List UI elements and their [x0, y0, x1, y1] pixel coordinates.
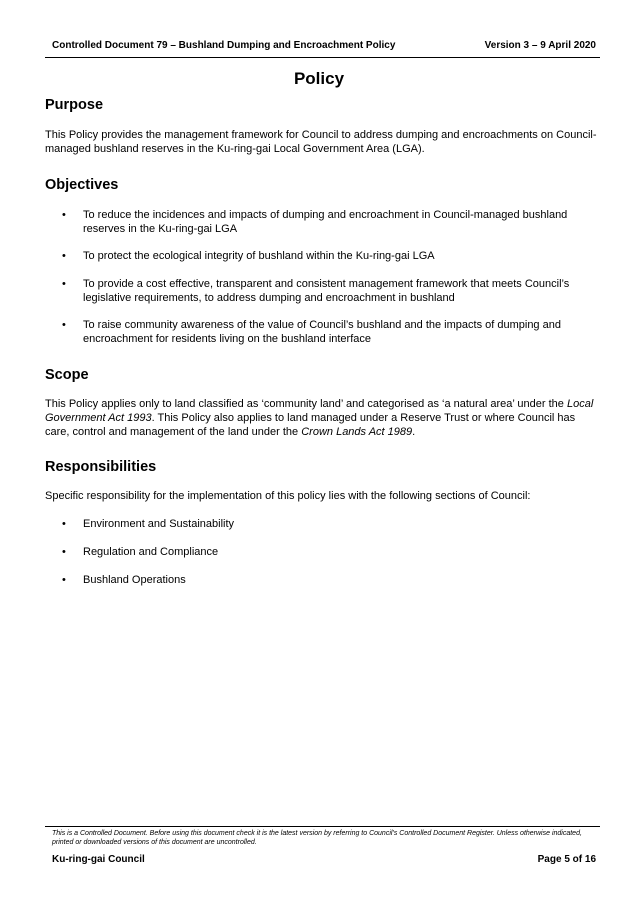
responsibility-text: Environment and Sustainability	[83, 518, 235, 530]
bullet-icon: •	[62, 518, 66, 530]
responsibilities-text: Specific responsibility for the implementation of this policy lies with the following sections of Council:	[45, 490, 531, 502]
bullet-icon: •	[62, 278, 66, 290]
header-version: Version 3 – 9 April 2020	[484, 40, 596, 51]
objective-text: To protect the ecological integrity of bushland within the Ku-ring-gai LGA	[83, 250, 435, 262]
scope-text: This Policy applies only to land classified as ‘community land’ and categorised as ‘a natural area’ under the Local Government Act 1993. This Policy also applies to land managed under a Reserve Trust or where Council has care, control and management of the land under the Crown Lands Act 1989.	[45, 398, 594, 438]
objective-text: To raise community awareness of the value of Council’s bushland and the impacts of dumping and encroachment for residents living on the bushland interface	[83, 319, 561, 345]
responsibility-text: Bushland Operations	[83, 574, 186, 586]
footer-page-number: Page 5 of 16	[537, 854, 596, 865]
footer-divider	[45, 826, 600, 827]
header-divider	[45, 57, 600, 58]
objectives-heading: Objectives	[45, 177, 119, 193]
scope-heading: Scope	[45, 367, 89, 383]
page-header	[52, 40, 596, 56]
page-title: Policy	[293, 69, 345, 88]
bullet-icon: •	[62, 574, 66, 586]
footer-note: This is a Controlled Document. Before using this document check it is the latest version by referring to Council’s Controlled Document Register. Unless otherwise indicated, printed or downloaded versions of this document are uncontrolled.	[52, 830, 582, 846]
scope-act-1: Local Government Act 1993	[45, 398, 594, 424]
page-footer	[52, 854, 596, 868]
objective-text: To provide a cost effective, transparent and consistent management framework that meets Council’s legislative requirements, to address dumping and encroachment in bushland	[83, 278, 570, 304]
responsibility-text: Regulation and Compliance	[83, 546, 219, 558]
bullet-icon: •	[62, 250, 66, 262]
bullet-icon: •	[62, 209, 66, 221]
footer-organisation: Ku-ring-gai Council	[52, 854, 145, 865]
scope-act-2: Crown Lands Act 1989	[301, 426, 413, 438]
header-document-title: Controlled Document 79 – Bushland Dumping and Encroachment Policy	[52, 40, 396, 51]
bullet-icon: •	[62, 319, 66, 331]
responsibilities-heading: Responsibilities	[45, 459, 157, 475]
purpose-heading: Purpose	[45, 97, 104, 113]
objective-text: To reduce the incidences and impacts of dumping and encroachment in Council-managed bushland reserves in the Ku-ring-gai LGA	[83, 209, 568, 235]
bullet-icon: •	[62, 546, 66, 558]
purpose-text: This Policy provides the management framework for Council to address dumping and encroachments on Council-managed bushland reserves in the Ku-ring-gai Local Government Area (LGA).	[45, 129, 597, 155]
